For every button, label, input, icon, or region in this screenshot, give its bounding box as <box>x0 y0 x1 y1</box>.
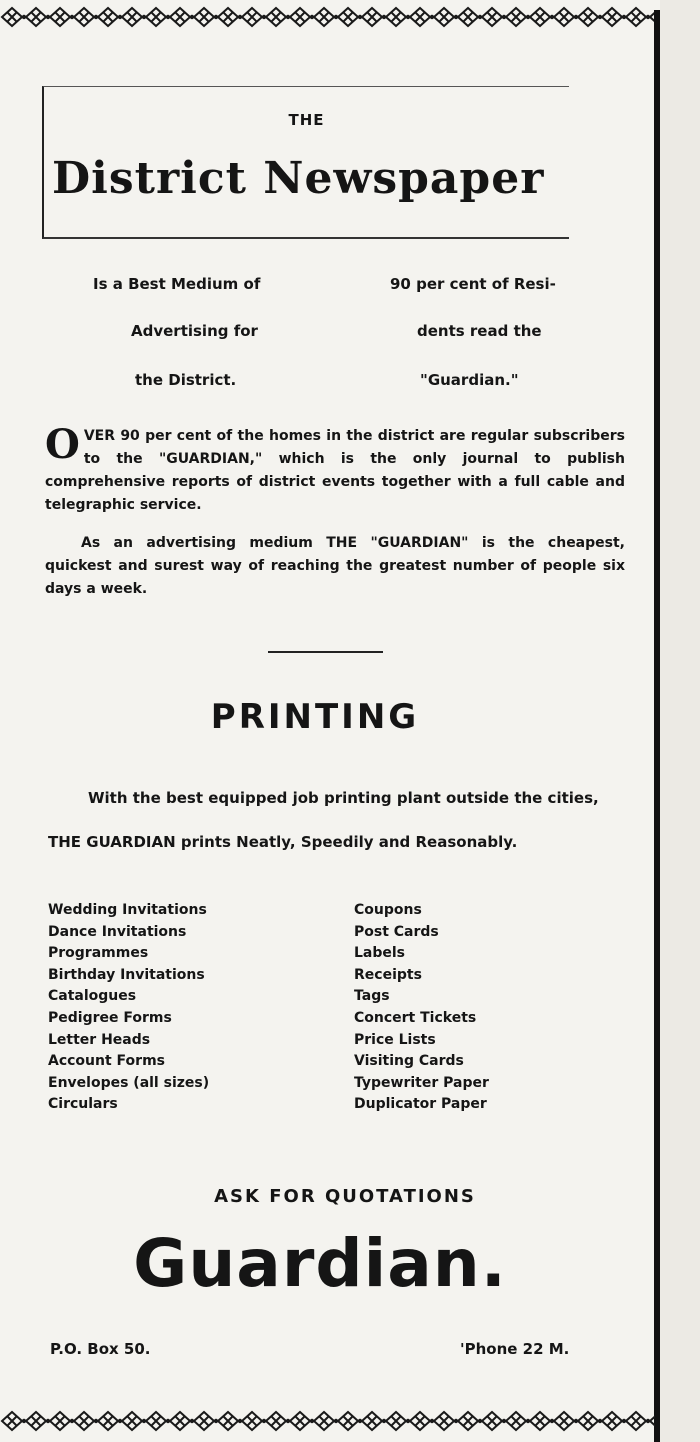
list-item: Tags <box>354 988 390 1005</box>
ornament-motif <box>242 8 266 26</box>
masthead-box <box>42 86 569 239</box>
ornament-motif <box>482 8 506 26</box>
ornament-motif <box>26 8 50 26</box>
ornament-motif <box>98 1412 122 1430</box>
ornament-motif <box>434 8 458 26</box>
advertising-paragraph: As an advertising medium THE "GUARDIAN" is the cheapest, quickest and surest way of reaching the greatest number of people six days a week. <box>45 535 625 597</box>
ornament-motif <box>74 8 98 26</box>
masthead-title: District Newspaper <box>52 153 545 204</box>
list-item: Receipts <box>354 966 422 983</box>
list-item: Coupons <box>354 902 422 918</box>
printing-heading: PRINTING <box>210 697 420 737</box>
list-item: Wedding Invitations <box>48 902 207 918</box>
ornament-pattern-top <box>0 4 655 30</box>
ornament-motif <box>434 1412 458 1430</box>
ornament-motif <box>386 1412 410 1430</box>
ornament-motif <box>266 1412 290 1430</box>
ornament-motif <box>170 1412 194 1430</box>
right-column-line-3: "Guardian." <box>420 371 519 389</box>
list-item: Circulars <box>48 1096 118 1113</box>
ornament-motif <box>482 1412 506 1430</box>
list-item: Price Lists <box>354 1031 436 1048</box>
ornament-motif <box>122 8 146 26</box>
ornament-motif <box>122 1412 146 1430</box>
ornament-motif <box>146 8 170 26</box>
ornament-motif <box>530 1412 554 1430</box>
column-rule-right <box>654 10 660 1442</box>
page-margin-right <box>660 0 700 1442</box>
list-item: Concert Tickets <box>354 1009 477 1026</box>
services-list-left <box>48 900 209 1116</box>
ornament-motif <box>338 8 362 26</box>
ornamental-border-top <box>0 4 655 30</box>
left-column-line-2: Advertising for <box>131 322 258 340</box>
ornamental-border-bottom <box>0 1408 655 1434</box>
ornament-motif <box>362 1412 386 1430</box>
list-item: Pedigree Forms <box>48 1009 172 1026</box>
ornament-motif <box>194 1412 218 1430</box>
list-item: Account Forms <box>48 1053 165 1070</box>
ornament-motif <box>2 8 26 26</box>
ornament-motif <box>506 1412 530 1430</box>
list-item: Post Cards <box>354 923 439 940</box>
ornament-motif <box>458 8 482 26</box>
ornament-motif <box>2 1412 26 1430</box>
list-item: Visiting Cards <box>354 1053 464 1070</box>
ornament-motif <box>338 1412 362 1430</box>
ornament-motif <box>290 1412 314 1430</box>
ornament-motif <box>98 8 122 26</box>
list-item: Dance Invitations <box>48 923 187 940</box>
list-item: Duplicator Paper <box>354 1096 487 1113</box>
ornament-motif <box>578 1412 602 1430</box>
ornament-pattern-bottom <box>0 1408 655 1434</box>
ornament-motif <box>290 8 314 26</box>
ornament-motif <box>50 1412 74 1430</box>
quotations-heading: ASK FOR QUOTATIONS <box>214 1186 476 1207</box>
ornament-motif <box>26 1412 50 1430</box>
ornament-motif <box>506 8 530 26</box>
ornament-motif <box>410 8 434 26</box>
ornament-motif <box>170 8 194 26</box>
ornament-motif <box>218 1412 242 1430</box>
po-box: P.O. Box 50. <box>50 1340 151 1358</box>
guardian-logo: Guardian. <box>133 1225 507 1302</box>
ornament-motif <box>386 8 410 26</box>
masthead-kicker: THE <box>288 111 325 129</box>
ornament-motif <box>314 1412 338 1430</box>
printing-intro-line: With the best equipped job printing plant outside the cities, <box>88 789 599 807</box>
list-item: Labels <box>354 945 406 962</box>
ornament-motif <box>602 1412 626 1430</box>
ornament-motif <box>218 8 242 26</box>
ornament-motif <box>50 8 74 26</box>
list-item: Typewriter Paper <box>354 1074 489 1091</box>
ornament-motif <box>74 1412 98 1430</box>
section-divider <box>268 651 383 653</box>
drop-cap: O <box>45 421 80 468</box>
ornament-motif <box>458 1412 482 1430</box>
ornament-motif <box>242 1412 266 1430</box>
ornament-motif <box>194 8 218 26</box>
list-item: Programmes <box>48 945 149 962</box>
right-column-line-1: 90 per cent of Resi- <box>390 275 556 293</box>
intro-paragraph <box>45 421 625 517</box>
left-column-line-1: Is a Best Medium of <box>93 275 261 293</box>
list-item: Birthday Invitations <box>48 966 205 983</box>
ornament-motif <box>314 8 338 26</box>
services-list-right <box>354 900 489 1116</box>
intro-paragraph-text: VER 90 per cent of the homes in the district are regular subscribers to the "GUARDIAN," which is the only journal to publish comprehensive reports of district events together with a full cable and telegraphic service. <box>45 428 625 513</box>
ornament-motif <box>602 8 626 26</box>
ornament-motif <box>650 1412 655 1430</box>
ornament-motif <box>410 1412 434 1430</box>
ornament-motif <box>578 8 602 26</box>
ornament-motif <box>146 1412 170 1430</box>
list-item: Catalogues <box>48 988 137 1005</box>
right-column-line-2: dents read the <box>417 322 542 340</box>
left-column-line-3: the District. <box>135 371 237 389</box>
ornament-motif <box>626 8 650 26</box>
list-item: Envelopes (all sizes) <box>48 1074 210 1091</box>
list-item: Letter Heads <box>48 1031 151 1048</box>
ornament-motif <box>554 1412 578 1430</box>
ornament-motif <box>530 8 554 26</box>
phone-number: 'Phone 22 M. <box>460 1340 570 1358</box>
ornament-motif <box>266 8 290 26</box>
ornament-motif <box>626 1412 650 1430</box>
ornament-motif <box>554 8 578 26</box>
printing-tagline: THE GUARDIAN prints Neatly, Speedily and Reasonably. <box>48 833 518 851</box>
ornament-motif <box>362 8 386 26</box>
